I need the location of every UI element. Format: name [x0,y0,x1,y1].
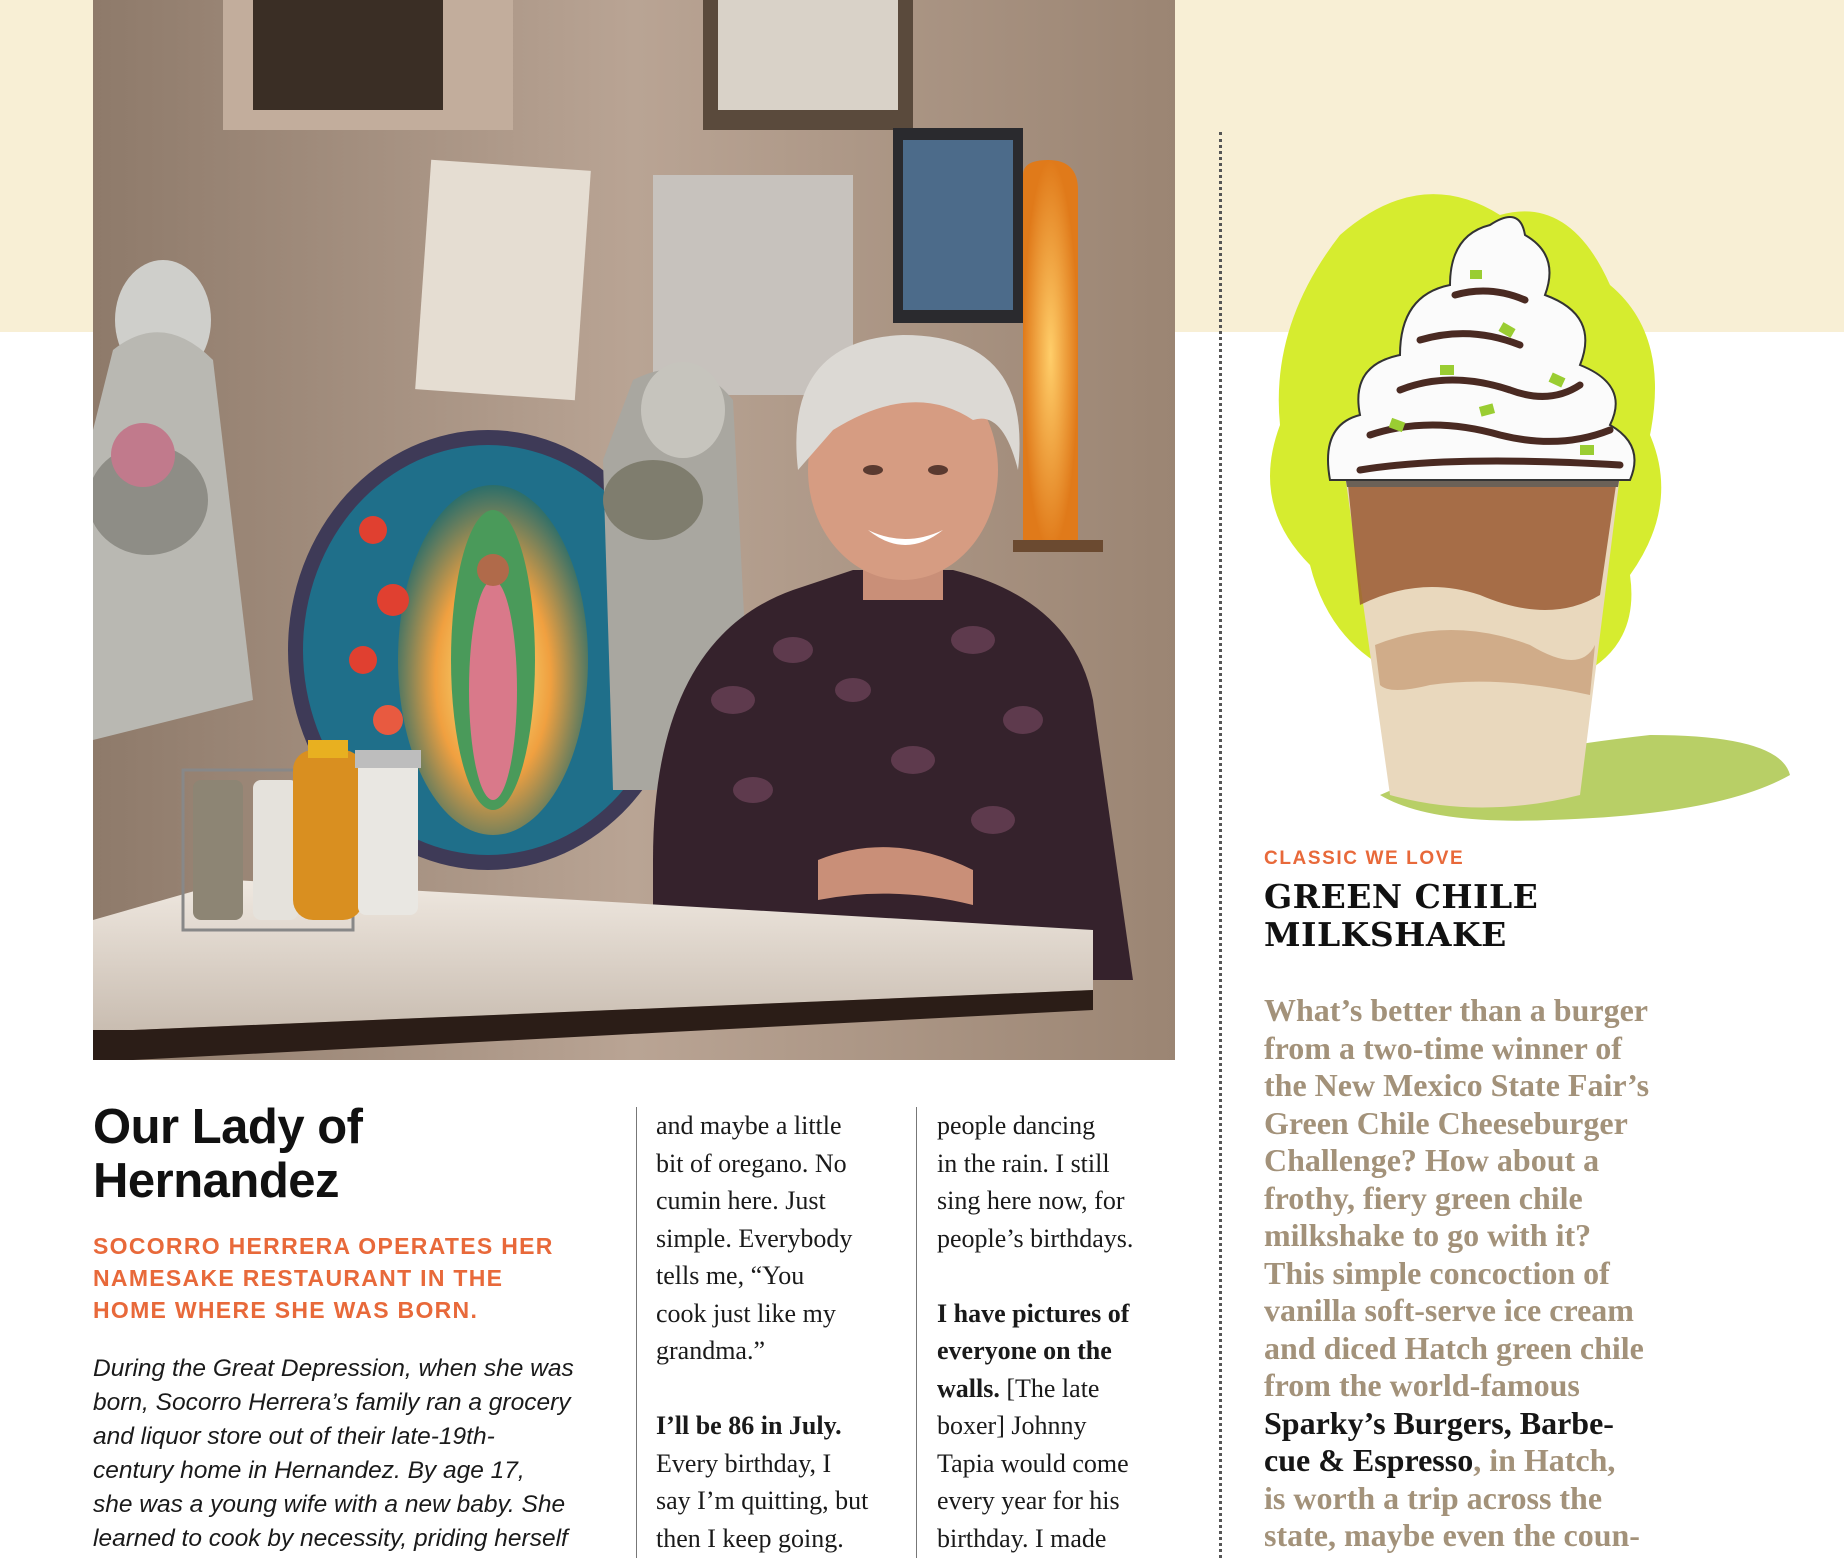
body-line: Tapia would come [937,1448,1129,1478]
body-line: simple. Everybody [656,1223,853,1253]
sidebar-body [1264,992,1824,1555]
sidebar-line: This simple concoction of [1264,1254,1610,1291]
headline-line: Hernandez [93,1154,340,1208]
body-line: and maybe a little [656,1111,842,1140]
intro-line: During the Great Depression, when she was [93,1355,574,1382]
intro-line: she was a young wife with a new baby. She [93,1491,566,1518]
article-column-2 [656,1107,896,1557]
body-line: sing here now, for [937,1186,1125,1215]
dek-line: SOCORRO HERRERA OPERATES HER [93,1233,554,1259]
body-line: tells me, “You [656,1261,805,1290]
sidebar-title-line: GREEN CHILE [1264,877,1539,916]
body-line: people’s birthdays. [937,1223,1134,1253]
milkshake-illustration [1250,175,1790,825]
sidebar-line: vanilla soft-serve ice cream [1264,1292,1634,1328]
sidebar-fragment: , in Hatch, [1473,1442,1616,1478]
sidebar-line: the New Mexico State Fair’s [1264,1067,1650,1103]
intro-line: learned to cook by necessity, priding herself [93,1525,568,1552]
article-headline [93,1100,623,1208]
sidebar-line: state, maybe even the coun- [1264,1517,1640,1553]
question-bold: everyone on the [937,1336,1112,1365]
body-line: cook just like my [656,1298,836,1328]
body-line: Every birthday, I [656,1448,832,1478]
dek-line: HOME WHERE SHE WAS BORN. [93,1297,479,1323]
restaurant-name: cue & Espresso [1264,1442,1474,1478]
question-bold: I’ll be 86 in July. [656,1411,842,1440]
body-line: boxer] Johnny [937,1411,1087,1440]
intro-line: and liquor store out of their late-19th- [93,1423,495,1450]
body-line: birthday. I made [937,1523,1107,1553]
sidebar-title [1264,878,1538,954]
sidebar-dotted-divider [1219,132,1222,1558]
body-fragment: [The late [999,1373,1100,1403]
sidebar-line: and diced Hatch green chile [1264,1329,1644,1366]
sidebar-line: frothy, fiery green chile [1264,1179,1583,1216]
intro-line: born, Socorro Herrera’s family ran a grocery [93,1389,571,1416]
article-intro [93,1352,623,1556]
sidebar-kicker: CLASSIC WE LOVE [1264,848,1465,869]
article-dek [93,1230,623,1326]
body-line: say I’m quitting, but [656,1486,869,1515]
sidebar-line: Green Chile Cheeseburger [1264,1104,1628,1141]
body-line: people dancing [937,1111,1096,1140]
sidebar-line: What’s better than a burger [1264,992,1648,1028]
restaurant-name: Sparky’s Burgers, Barbe- [1264,1404,1614,1441]
body-line: then I keep going. [656,1523,844,1553]
body-line: in the rain. I still [937,1148,1110,1178]
intro-line: century home in Hernandez. By age 17, [93,1457,525,1484]
body-line: bit of oregano. No [656,1148,847,1178]
sidebar-line: from a two-time winner of [1264,1029,1622,1066]
body-line: cumin here. Just [656,1186,826,1215]
dek-line: NAMESAKE RESTAURANT IN THE [93,1265,504,1291]
headline-line: Our Lady of [93,1100,363,1154]
article-intro-column [93,1100,623,1556]
column-rule [916,1107,917,1558]
sidebar-title-line: MILKSHAKE [1264,915,1507,954]
body-line: every year for his [937,1486,1120,1515]
body-line: grandma.” [656,1336,766,1365]
portrait-photo [93,0,1175,1060]
sidebar-line: is worth a trip across the [1264,1479,1603,1516]
sidebar-line: Challenge? How about a [1264,1142,1600,1178]
column-rule [636,1107,637,1558]
question-bold: walls. [937,1373,1000,1403]
question-bold: I have pictures of [937,1298,1130,1328]
article-column-3 [937,1107,1177,1557]
sidebar-line: from the world-famous [1264,1367,1580,1403]
sidebar-line: milkshake to go with it? [1264,1217,1592,1253]
